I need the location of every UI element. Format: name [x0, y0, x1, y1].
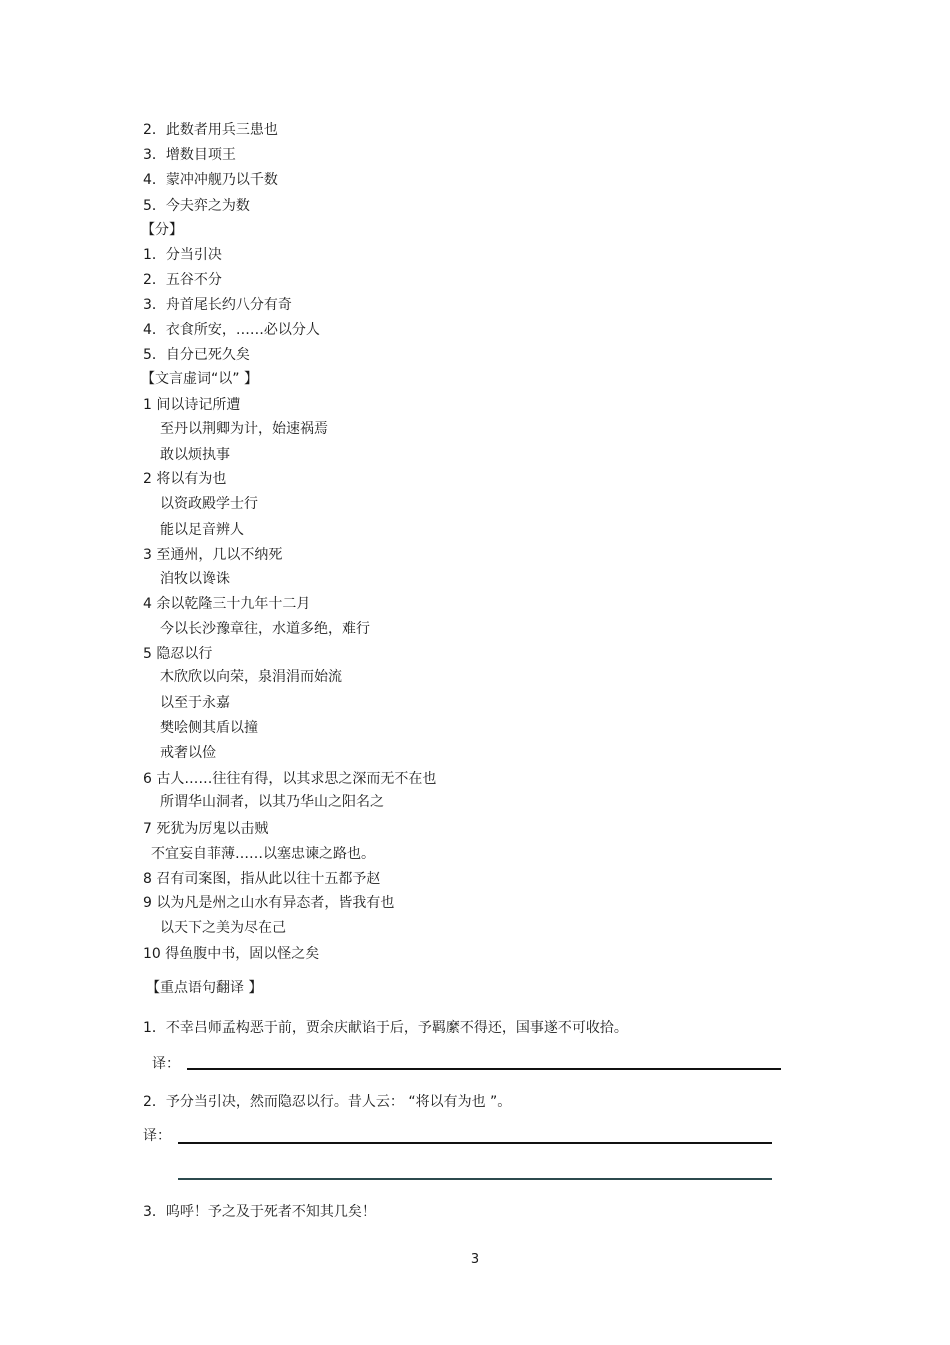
fen-item-1: 1．分当引决 [143, 247, 222, 263]
yi-section-header: 【文言虚词“以” 】 [141, 371, 258, 387]
shu-item-5: 5．今夫弈之为数 [143, 198, 250, 214]
yi-group-2-sub-1: 以资政殿学士行 [160, 496, 258, 512]
yi-group-5-sub-4: 戒奢以俭 [160, 745, 216, 761]
yi-group-10-lead: 10 得鱼腹中书，固以怪之矣 [143, 946, 320, 962]
yi-group-2-lead: 2 将以有为也 [143, 471, 227, 487]
yi-group-7-sub-1: 不宜妄自菲薄……以塞忠谏之路也。 [151, 846, 375, 862]
translation-answer-line-2b[interactable] [178, 1178, 772, 1180]
shu-item-4: 4．蒙冲冲舰乃以千数 [143, 172, 278, 188]
translation-answer-line-1[interactable] [187, 1068, 781, 1070]
fen-item-5: 5．自分已死久矣 [143, 347, 250, 363]
yi-group-6-sub-1: 所谓华山洞者，以其乃华山之阳名之 [160, 794, 384, 810]
fen-item-3: 3．舟首尾长约八分有奇 [143, 297, 292, 313]
yi-group-1-sub-2: 敢以烦执事 [160, 447, 230, 463]
yi-group-5-sub-1: 木欣欣以向荣，泉涓涓而始流 [160, 669, 342, 685]
yi-group-5-sub-3: 樊哙侧其盾以撞 [160, 720, 258, 736]
page-number: 3 [470, 1252, 480, 1267]
translation-label-2: 译： [143, 1128, 171, 1144]
yi-group-5-lead: 5 隐忍以行 [143, 646, 213, 662]
yi-group-8-lead: 8 召有司案图，指从此以往十五都予赵 [143, 871, 381, 887]
yi-group-9-lead: 9 以为凡是州之山水有异态者，皆我有也 [143, 895, 395, 911]
fen-item-2: 2．五谷不分 [143, 272, 222, 288]
translation-sentence-1: 1．不幸吕师孟构恶于前，贾余庆献谄于后，予羁縻不得还，国事遂不可收拾。 [143, 1020, 628, 1036]
yi-group-6-lead: 6 古人……往往有得，以其求思之深而无不在也 [143, 771, 437, 787]
translation-sentence-3: 3．呜呼！予之及于死者不知其几矣！ [143, 1204, 376, 1220]
shu-item-2: 2．此数者用兵三患也 [143, 122, 278, 138]
yi-group-4-sub-1: 今以长沙豫章往，水道多绝，难行 [160, 621, 370, 637]
yi-group-5-sub-2: 以至于永嘉 [160, 695, 230, 711]
translation-label-1: 译： [152, 1056, 180, 1072]
translation-sentence-2: 2．予分当引决，然而隐忍以行。昔人云： “将以有为也 ”。 [143, 1094, 512, 1110]
yi-group-1-lead: 1 间以诗记所遭 [143, 397, 241, 413]
shu-item-3: 3．增数目项王 [143, 147, 236, 163]
yi-group-9-sub-1: 以天下之美为尽在己 [160, 920, 286, 936]
translation-section-header: 【重点语句翻译 】 [146, 980, 263, 996]
yi-group-1-sub-1: 至丹以荆卿为计，始速祸焉 [160, 421, 328, 437]
fen-item-4: 4．衣食所安，……必以分人 [143, 322, 320, 338]
fen-section-header: 【分】 [141, 222, 183, 238]
yi-group-3-lead: 3 至通州，几以不纳死 [143, 547, 283, 563]
yi-group-4-lead: 4 余以乾隆三十九年十二月 [143, 596, 311, 612]
yi-group-7-lead: 7 死犹为厉鬼以击贼 [143, 821, 269, 837]
translation-answer-line-2a[interactable] [178, 1142, 772, 1144]
yi-group-2-sub-2: 能以足音辨人 [160, 522, 244, 538]
yi-group-3-sub-1: 洎牧以谗诛 [160, 571, 230, 587]
